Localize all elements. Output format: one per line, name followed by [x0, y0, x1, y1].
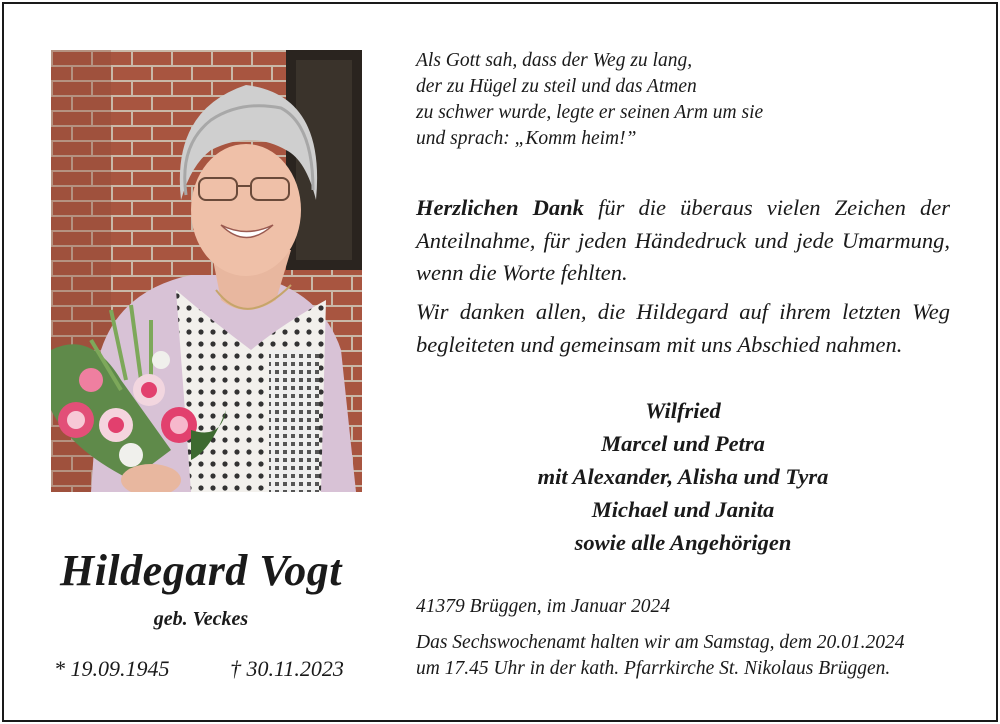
signer: sowie alle Angehörigen: [574, 530, 792, 555]
signer: mit Alexander, Alisha und Tyra: [537, 464, 829, 489]
poem-line: und sprach: „Komm heim!”: [416, 128, 637, 149]
place-date: 41379 Brüggen, im Januar 2024: [416, 596, 671, 617]
signer: Michael und Janita: [591, 497, 775, 522]
thanks-paragraph: [416, 192, 950, 290]
service-info: [416, 630, 905, 682]
signer: Marcel und Petra: [601, 431, 765, 456]
service-line: um 17.45 Uhr in der kath. Pfarrkirche St. Nikolaus Brüggen.: [416, 658, 891, 679]
thanks-paragraph-2: Wir danken allen, die Hildegard auf ihrem letzten Weg begleiteten und gemeinsam mit uns Abschied nahmen.: [416, 299, 950, 357]
poem: [416, 48, 763, 152]
birth-date: * 19.09.1945: [54, 656, 170, 681]
maiden-name: geb. Veckes: [153, 608, 249, 630]
poem-line: Als Gott sah, dass der Weg zu lang,: [416, 50, 693, 71]
portrait-photo: [51, 50, 362, 492]
deceased-name: Hildegard Vogt: [59, 546, 343, 595]
poem-line: zu schwer wurde, legte er seinen Arm um sie: [416, 102, 764, 123]
portrait-illustration: [51, 50, 362, 492]
signers-list: [416, 394, 950, 559]
death-date: † 30.11.2023: [230, 656, 344, 681]
poem-line: der zu Hügel zu steil und das Atmen: [416, 76, 697, 97]
signer: Wilfried: [645, 398, 721, 423]
thanks-lead: Herzlichen Dank: [416, 195, 584, 220]
service-line: Das Sechswochenamt halten wir am Samstag, dem 20.01.2024: [416, 632, 905, 653]
thanks-text: für die überaus vielen Zeichen der Anteilnahme, für jeden Händedruck und jede Umarmung, wenn die Worte fehlten.: [416, 195, 950, 285]
